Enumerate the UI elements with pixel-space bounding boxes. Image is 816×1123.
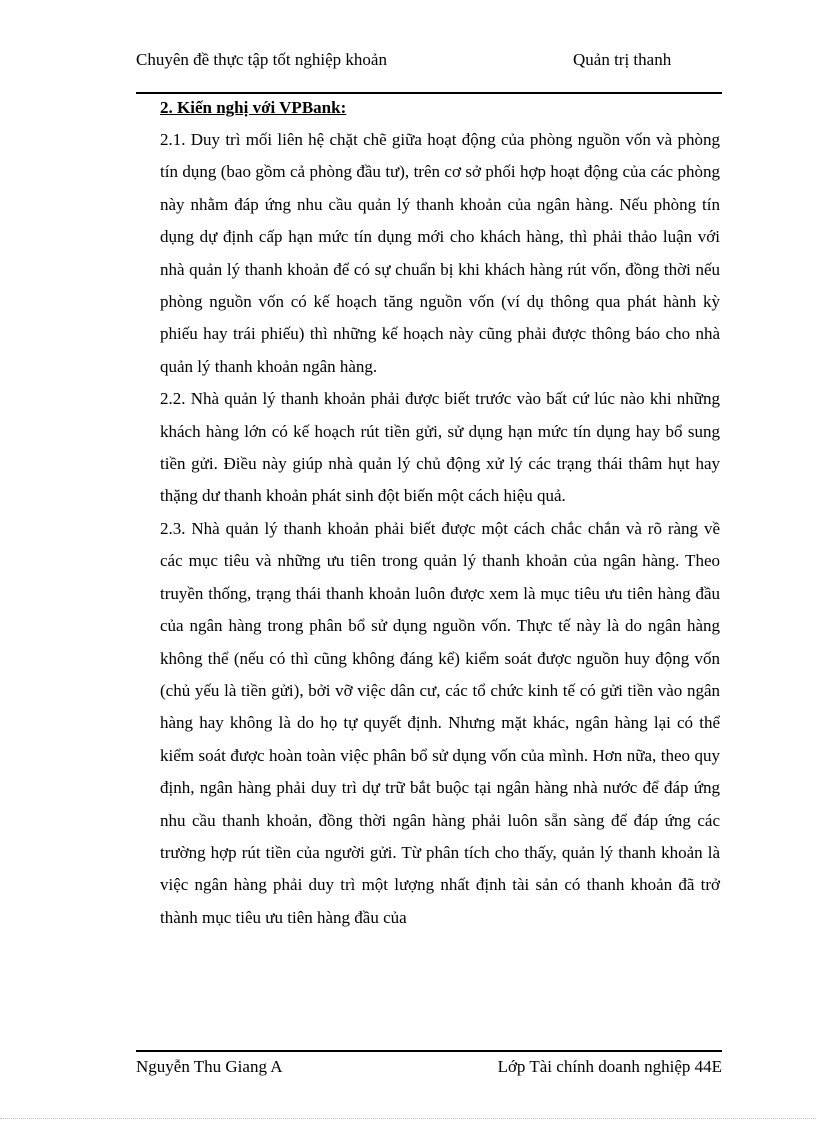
body-text [160, 124, 720, 934]
section-heading: 2. Kiến nghị với VPBank: [160, 98, 347, 117]
footer-divider [136, 1050, 722, 1052]
paragraph-2-2: 2.2. Nhà quản lý thanh khoản phải được biết trước vào bất cứ lúc nào khi những khách hàng lớn có kế hoạch rút tiền gửi, sử dụng hạn mức tín dụng hay bổ sung tiền gửi. Điều này giúp nhà quản lý chủ động xử lý các trạng thái thâm hụt hay thặng dư thanh khoản phát sinh đột biến một cách hiệu quả. [160, 389, 720, 506]
paragraph-2-1: 2.1. Duy trì mối liên hệ chặt chẽ giữa hoạt động của phòng nguồn vốn và phòng tín dụng (bao gồm cả phòng đầu tư), trên cơ sở phối hợp hoạt động của các phòng này nhằm đáp ứng nhu cầu quản lý thanh khoản của ngân hàng. Nếu phòng tín dụng dự định cấp hạn mức tín dụng mới cho khách hàng, thì phải thảo luận với nhà quản lý thanh khoản để có sự chuẩn bị khi khách hàng rút vốn, đồng thời nếu phòng nguồn vốn có kế hoạch tăng nguồn vốn (ví dụ thông qua phát hành kỳ phiếu hay trái phiếu) thì những kế hoạch này cũng phải được thông báo cho nhà quản lý thanh khoản ngân hàng. [160, 130, 720, 376]
page-bottom-border [0, 1118, 816, 1119]
header-report-title: Chuyên đề thực tập tốt nghiệp khoản [136, 50, 387, 69]
header-subject: Quản trị thanh [573, 50, 672, 69]
footer-author: Nguyễn Thu Giang A [136, 1057, 283, 1076]
page-header [136, 50, 722, 92]
paragraph-2-3: 2.3. Nhà quản lý thanh khoản phải biết được một cách chắc chắn và rõ ràng về các mục tiêu và những ưu tiên trong quản lý thanh khoản của ngân hàng. Theo truyền thống, trạng thái thanh khoản luôn được xem là mục tiêu ưu tiên hàng đầu của ngân hàng trong phân bổ sử dụng nguồn vốn. Thực tế này là do ngân hàng không thể (nếu có thì cũng không đáng kể) kiểm soát được nguồn huy động vốn (chủ yếu là tiền gửi), bởi vỡ việc dân cư, các tổ chức kinh tế có gửi tiền vào ngân hàng hay không là do họ tự quyết định. Nhưng mặt khác, ngân hàng lại có thể kiểm soát được hoàn toàn việc phân bổ sử dụng vốn của mình. Hơn nữa, theo quy định, ngân hàng phải duy trì dự trữ bắt buộc tại ngân hàng nhà nước để đáp ứng nhu cầu thanh khoản, đồng thời ngân hàng phải luôn sẵn sàng để đáp ứng các trường hợp rút tiền của người gửi. Từ phân tích cho thấy, quản lý thanh khoản là việc ngân hàng phải duy trì một lượng nhất định tài sản có thanh khoản đã trở thành mục tiêu ưu tiên hàng đầu của [160, 518, 720, 927]
footer-class: Lớp Tài chính doanh nghiệp 44E [497, 1057, 722, 1076]
header-divider [136, 92, 722, 94]
